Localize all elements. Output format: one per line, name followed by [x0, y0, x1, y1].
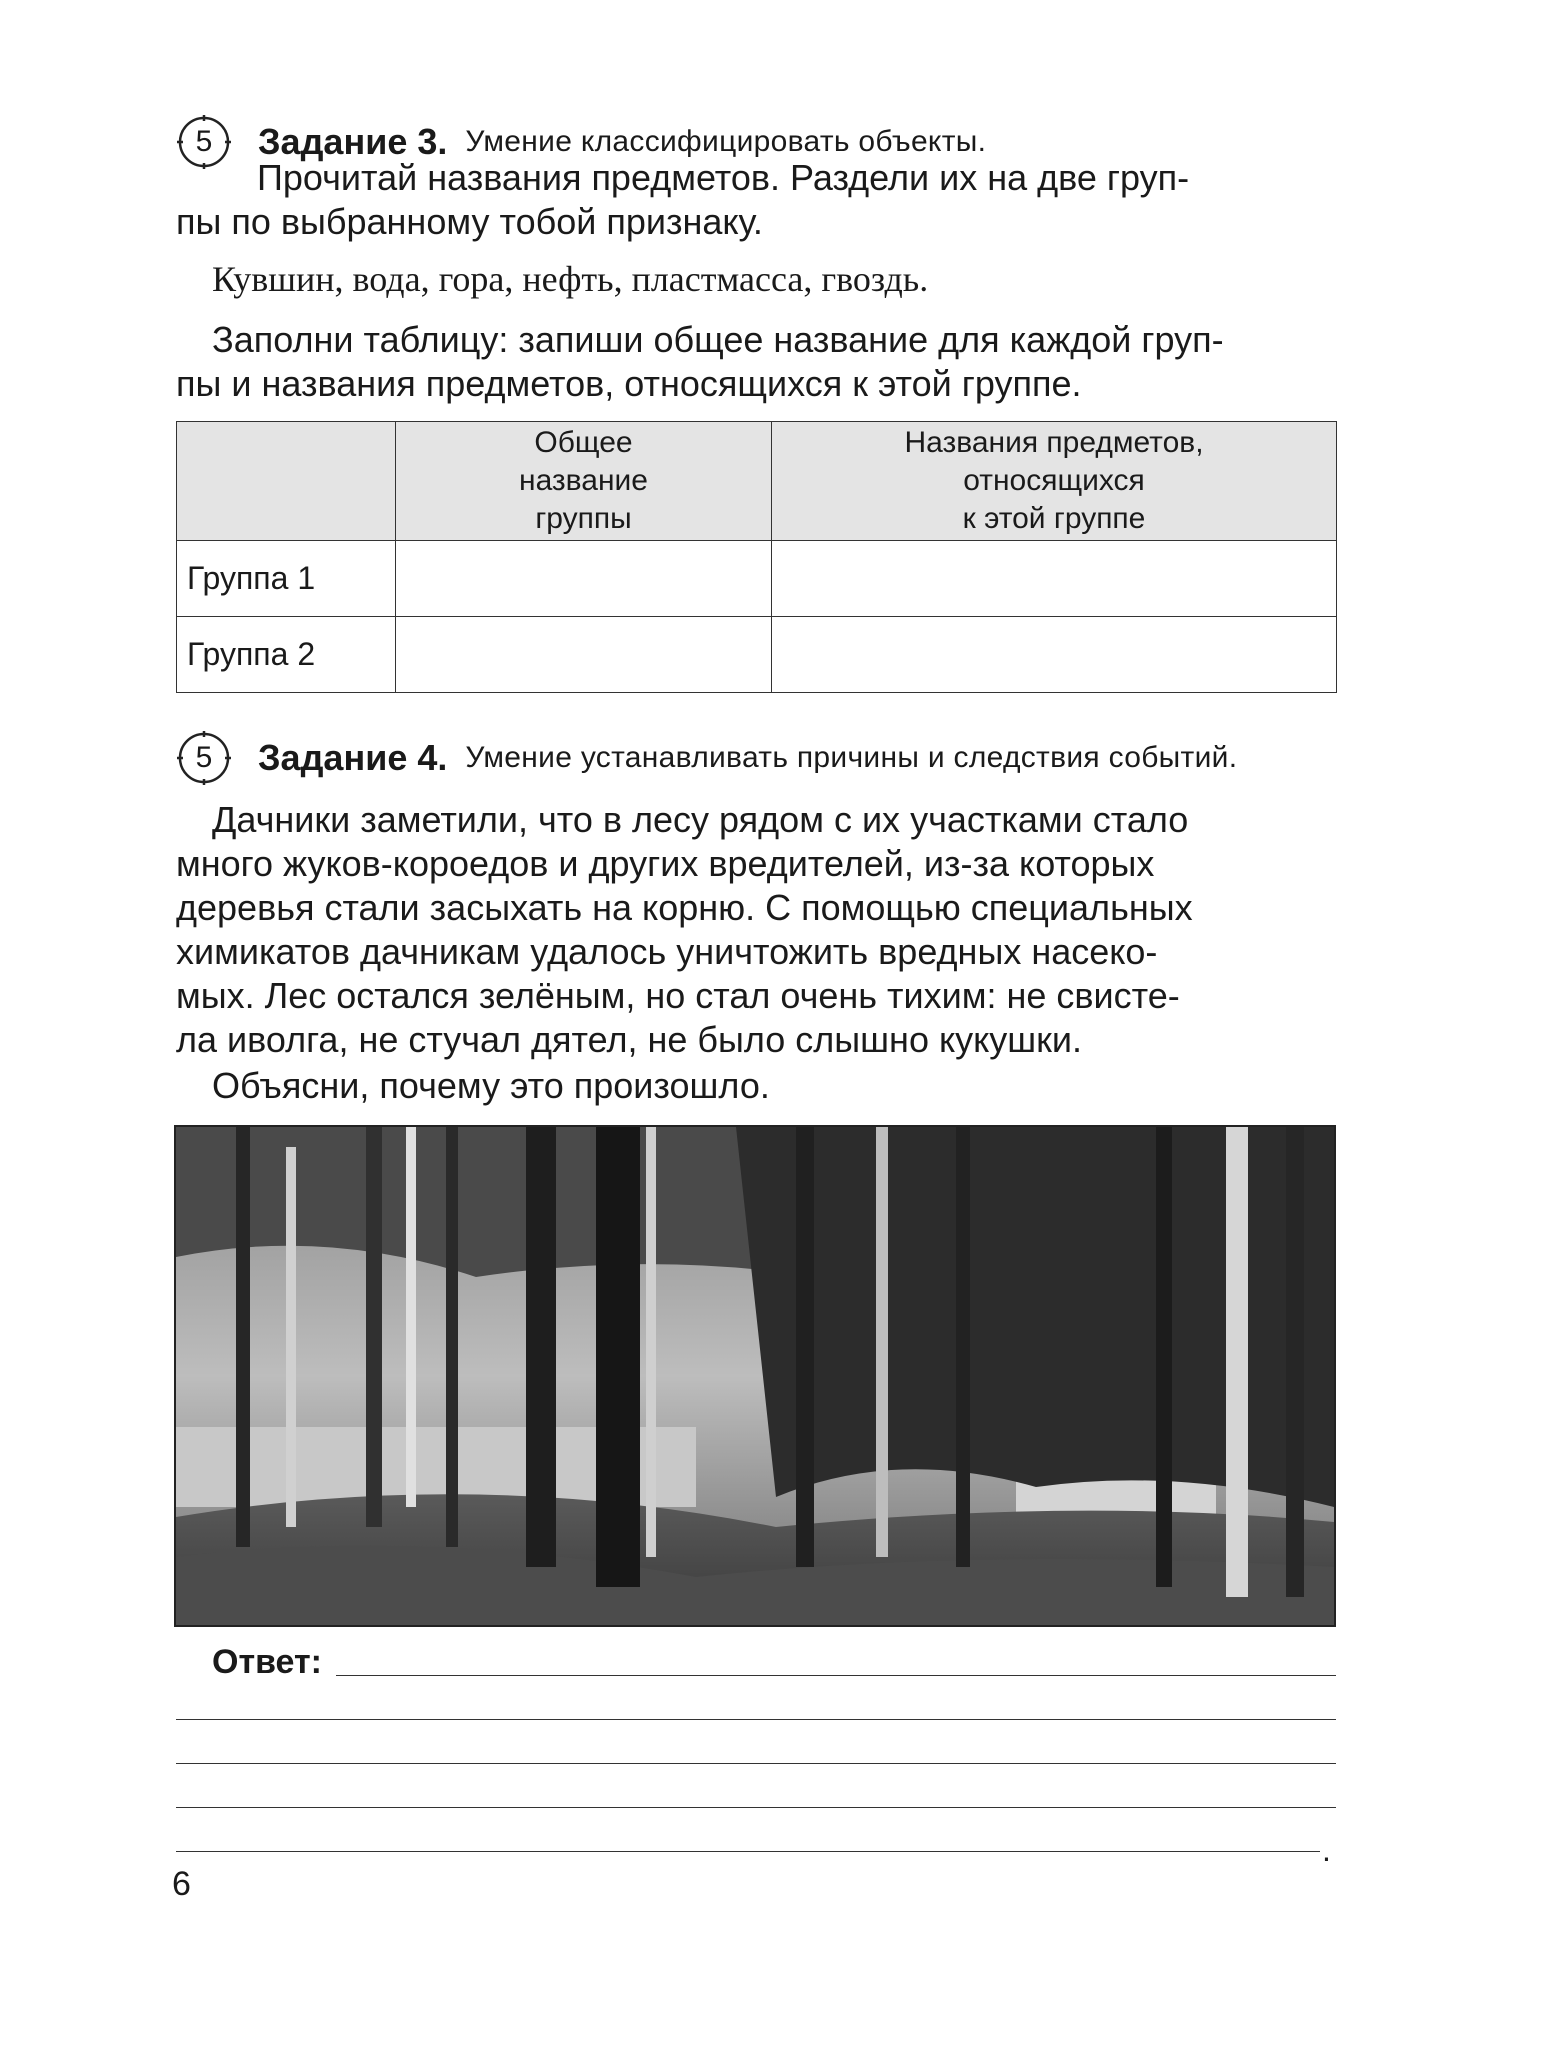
task3-fill-line1: Заполни таблицу: запиши общее название для каждой груп-	[212, 319, 1224, 360]
task4-text-line4: химикатов дачникам удалось уничтожить вредных насеко-	[176, 931, 1158, 972]
task4-text-line2: много жуков-короедов и других вредителей, из-за которых	[176, 843, 1155, 884]
answer-line[interactable]	[176, 1851, 1320, 1852]
task3-instruction-cont	[176, 200, 1336, 244]
task4-text-line6: ла иволга, не стучал дятел, не было слышно кукушки.	[176, 1019, 1083, 1060]
task4-text-first	[212, 798, 1336, 842]
answer-label: Ответ:	[212, 1643, 322, 1681]
timer-icon	[176, 730, 232, 786]
timer-minutes: 5	[195, 125, 213, 158]
table-header-row	[177, 422, 1337, 541]
forest-photo	[174, 1125, 1336, 1627]
task3-instruction-line2: пы по выбранному тобой признаку.	[176, 201, 763, 242]
page-number: 6	[172, 1865, 191, 1903]
task4-skill: Умение устанавливать причины и следствия событий.	[465, 741, 1238, 774]
answer-line[interactable]	[336, 1675, 1336, 1676]
task3-instruction	[257, 156, 1336, 200]
answer-line[interactable]	[176, 1763, 1336, 1764]
task3-fill-line2: пы и названия предметов, относящихся к этой группе.	[176, 363, 1082, 404]
group1-items-cell[interactable]	[772, 541, 1337, 617]
task4-question: Объясни, почему это произошло.	[212, 1065, 770, 1106]
group2-name-cell[interactable]	[396, 617, 772, 693]
timer-minutes: 5	[195, 741, 213, 774]
table-row-label: Группа 1	[177, 541, 396, 617]
group1-name-cell[interactable]	[396, 541, 772, 617]
table-header-group-name: Общее название группы	[396, 422, 772, 541]
task4-header	[176, 730, 1237, 786]
table-header-empty	[177, 422, 396, 541]
group2-items-cell[interactable]	[772, 617, 1337, 693]
task4-text-line1: Дачники заметили, что в лесу рядом с их участками стало	[212, 799, 1189, 840]
table-row	[177, 541, 1337, 617]
table-row	[177, 617, 1337, 693]
table-row-label: Группа 2	[177, 617, 396, 693]
timer-icon	[176, 114, 232, 170]
answer-line[interactable]	[176, 1807, 1336, 1808]
table-header-item-names: Названия предметов, относящихся к этой группе	[772, 422, 1337, 541]
task3-fill-instruction	[212, 318, 1336, 362]
task4-title: Задание 4.	[258, 737, 448, 778]
task4-text	[176, 842, 1336, 1062]
classification-table	[176, 421, 1337, 693]
task3-instruction-line1: Прочитай названия предметов. Раздели их на две груп-	[257, 157, 1190, 198]
task3-fill-instruction-cont	[176, 362, 1336, 406]
answer-line[interactable]	[176, 1719, 1336, 1720]
task3-items: Кувшин, вода, гора, нефть, пластмасса, гвоздь.	[212, 259, 929, 299]
task3-skill: Умение классифицировать объекты.	[465, 125, 987, 158]
task3-title: Задание 3.	[258, 121, 448, 162]
answer-period: .	[1322, 1832, 1331, 1868]
task4-text-line3: деревья стали засыхать на корню. С помощью специальных	[176, 887, 1193, 928]
task4-text-line5: мых. Лес остался зелёным, но стал очень тихим: не свисте-	[176, 975, 1180, 1016]
